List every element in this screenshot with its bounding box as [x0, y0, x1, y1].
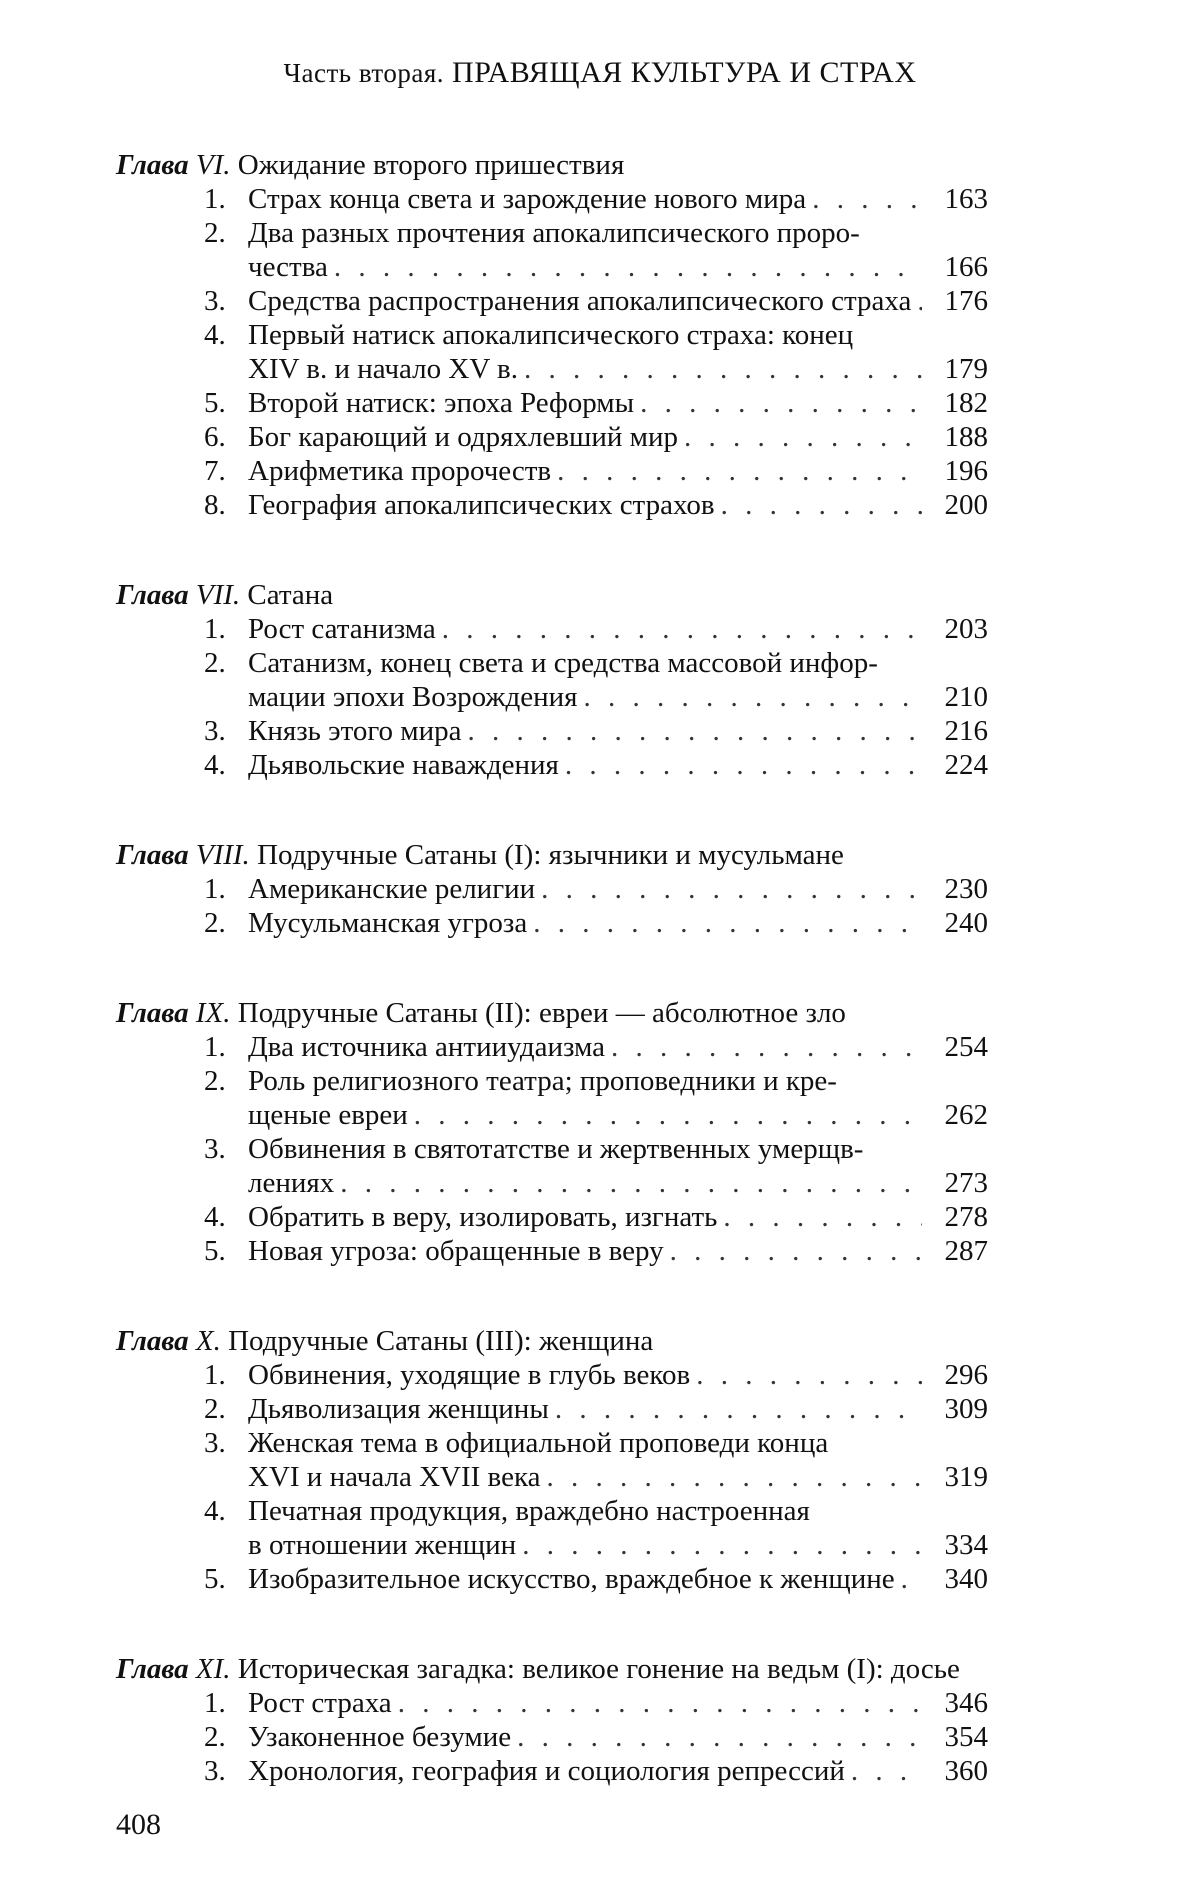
entry-line-text: Сатанизм, конец света и средства массовой инфор-: [248, 647, 878, 679]
entry-line-text: Обвинения в святотатстве и жертвенных умерщв-: [248, 1133, 864, 1165]
toc-entry[interactable]: [0, 1234, 1200, 1268]
entry-page-number: 176: [944, 285, 988, 317]
entry-number: 4.: [204, 319, 226, 351]
entry-number: 1.: [204, 613, 226, 645]
entry-line-text: лениях: [248, 1167, 335, 1199]
entry-line-text: Изобразительное искусство, враждебное к женщине: [248, 1563, 895, 1595]
entry-number: 5.: [204, 1235, 226, 1267]
toc-chapter: [0, 1652, 1200, 1788]
entry-number: 3.: [204, 1133, 226, 1165]
entry-page-number: 182: [944, 387, 988, 419]
toc-entry[interactable]: [0, 182, 1200, 216]
entry-line-text: Средства распространения апокалипсического страха: [248, 285, 912, 317]
entry-line-text: Рост сатанизма: [248, 613, 436, 645]
toc-entry[interactable]: [0, 1064, 1200, 1132]
entry-line: [248, 1132, 988, 1166]
entry-page-number: 230: [944, 873, 988, 905]
entry-line-text: чества: [248, 251, 328, 283]
entry-line-text: Дьяволизация женщины: [248, 1393, 549, 1425]
entry-number: 1.: [204, 1031, 226, 1063]
entry-line: [248, 488, 988, 522]
entry-number: 3.: [204, 285, 226, 317]
entry-line: [248, 386, 988, 420]
header-part: Часть вторая.: [283, 58, 445, 88]
entry-text: [248, 646, 988, 714]
toc-entry[interactable]: [0, 386, 1200, 420]
entry-text: [248, 488, 988, 522]
entry-page-number: 309: [944, 1393, 988, 1425]
entry-text: [248, 1426, 988, 1494]
entry-line-text: XIV в. и начало XV в.: [248, 353, 518, 385]
entry-number: 5.: [204, 387, 226, 419]
dot-leader: [917, 284, 922, 318]
chapter-label: Глава: [116, 839, 189, 871]
header-title: ПРАВЯЩАЯ КУЛЬТУРА И СТРАХ: [452, 56, 917, 89]
entry-text: [248, 420, 988, 454]
entry-page-number: 224: [944, 749, 988, 781]
running-header: [0, 56, 1200, 90]
entry-line-text: Узаконенное безумие: [248, 1721, 512, 1753]
chapter-title: Подручные Сатаны (II): евреи — абсолютное зло: [237, 997, 846, 1029]
entry-line-text: Два разных прочтения апокалипсического проро-: [248, 217, 860, 249]
entry-page-number: 166: [944, 251, 988, 283]
entry-line: [248, 420, 988, 454]
entry-line-text: Бог карающий и одряхлевший мир: [248, 421, 679, 453]
dot-leader: [696, 1358, 922, 1392]
entry-number: 3.: [204, 1755, 226, 1787]
entry-line: [248, 714, 988, 748]
toc-entry[interactable]: [0, 872, 1200, 906]
chapter-heading: [0, 1324, 1006, 1358]
chapter-label: Глава: [116, 1653, 189, 1685]
dot-leader: [522, 1528, 922, 1562]
entry-line: [248, 1528, 988, 1562]
chapter-heading: [0, 148, 1006, 182]
entry-line: [248, 1064, 988, 1098]
chapter-title: Сатана: [247, 579, 334, 611]
toc-entry[interactable]: [0, 454, 1200, 488]
chapter-label: Глава: [116, 149, 189, 181]
entry-line: [248, 182, 988, 216]
entry-text: [248, 714, 988, 748]
dot-leader: [583, 680, 922, 714]
dot-leader: [901, 1562, 922, 1596]
entry-line: [248, 1720, 988, 1754]
toc-entry[interactable]: [0, 1358, 1200, 1392]
entry-line: [248, 748, 988, 782]
entry-number: 1.: [204, 1359, 226, 1391]
dot-leader: [611, 1030, 922, 1064]
entry-line-text: Обвинения, уходящие в глубь веков: [248, 1359, 691, 1391]
dot-leader: [414, 1098, 922, 1132]
entry-line: [248, 872, 988, 906]
dot-leader: [721, 488, 922, 522]
entry-line: [248, 612, 988, 646]
toc-entry[interactable]: [0, 216, 1200, 284]
toc-entry[interactable]: [0, 1754, 1200, 1788]
dot-leader: [468, 714, 922, 748]
entry-page-number: 196: [944, 455, 988, 487]
chapter-label: Глава: [116, 579, 189, 611]
entry-line-text: География апокалипсических страхов: [248, 489, 715, 521]
entry-number: 3.: [204, 1427, 226, 1459]
entry-line: [248, 352, 988, 386]
page-number: 408: [116, 1808, 161, 1841]
entry-text: [248, 1562, 988, 1596]
toc-entry[interactable]: [0, 1686, 1200, 1720]
entry-text: [248, 906, 988, 940]
entry-text: [248, 454, 988, 488]
entry-line-text: Обратить в веру, изолировать, изгнать: [248, 1201, 718, 1233]
entry-number: 2.: [204, 907, 226, 939]
entry-number: 2.: [204, 647, 226, 679]
entry-line-text: Второй натиск: эпоха Реформы: [248, 387, 635, 419]
entry-page-number: 188: [944, 421, 988, 453]
entry-line-text: Новая угроза: обращенные в веру: [248, 1235, 664, 1267]
toc-chapter: [0, 148, 1200, 522]
chapter-number: XI.: [195, 1653, 231, 1685]
dot-leader: [557, 454, 922, 488]
toc-entry[interactable]: [0, 612, 1200, 646]
chapter-number: IX.: [195, 997, 231, 1029]
entry-line-text: Мусульманская угроза: [248, 907, 528, 939]
entry-page-number: 346: [944, 1687, 988, 1719]
entry-line: [248, 1030, 988, 1064]
chapter-number: X.: [195, 1325, 221, 1357]
entry-text: [248, 1720, 988, 1754]
toc-entry[interactable]: [0, 420, 1200, 454]
chapter-title: Подручные Сатаны (I): язычники и мусульмане: [257, 839, 844, 871]
entry-line: [248, 680, 988, 714]
dot-leader: [546, 1460, 922, 1494]
entry-text: [248, 216, 988, 284]
toc-entry[interactable]: [0, 318, 1200, 386]
entry-text: [248, 1030, 988, 1064]
toc-entry[interactable]: [0, 1392, 1200, 1426]
dot-leader: [640, 386, 922, 420]
entry-number: 5.: [204, 1563, 226, 1595]
toc-entry[interactable]: [0, 906, 1200, 940]
chapter-number: VIII.: [195, 839, 250, 871]
toc-entry[interactable]: [0, 1494, 1200, 1562]
toc-entry[interactable]: [0, 1132, 1200, 1200]
entry-text: [248, 748, 988, 782]
entry-text: [248, 612, 988, 646]
toc-chapter: [0, 996, 1200, 1268]
entry-line: [248, 1166, 988, 1200]
chapter-heading: [0, 578, 1006, 612]
chapter-title: Историческая загадка: великое гонение на ведьм (I): досье: [237, 1653, 960, 1685]
toc-chapter: [0, 578, 1200, 782]
entry-line: [248, 1098, 988, 1132]
entry-text: [248, 1494, 988, 1562]
entry-page-number: 216: [944, 715, 988, 747]
entry-line: [248, 646, 988, 680]
chapter-heading: [0, 996, 1006, 1030]
chapter-heading: [0, 1652, 1006, 1686]
entry-page-number: 262: [944, 1099, 988, 1131]
chapter-title: Подручные Сатаны (III): женщина: [228, 1325, 654, 1357]
entry-line-text: Хронология, география и социология репрессий: [248, 1755, 845, 1787]
entry-line: [248, 1562, 988, 1596]
entry-number: 2.: [204, 217, 226, 249]
entry-text: [248, 386, 988, 420]
entry-line-text: Женская тема в официальной проповеди конца: [248, 1427, 829, 1459]
table-of-contents: [0, 148, 1200, 1844]
toc-entry[interactable]: [0, 284, 1200, 318]
entry-number: 1.: [204, 873, 226, 905]
entry-number: 6.: [204, 421, 226, 453]
toc-entry[interactable]: [0, 1562, 1200, 1596]
toc-entry[interactable]: [0, 748, 1200, 782]
entry-line-text: Первый натиск апокалипсического страха: конец: [248, 319, 854, 351]
entry-number: 4.: [204, 1201, 226, 1233]
entry-number: 4.: [204, 749, 226, 781]
entry-line-text: Печатная продукция, враждебно настроенная: [248, 1495, 810, 1527]
dot-leader: [565, 748, 922, 782]
dot-leader: [334, 250, 922, 284]
entry-page-number: 179: [944, 353, 988, 385]
toc-entry[interactable]: [0, 646, 1200, 714]
entry-text: [248, 1234, 988, 1268]
entry-page-number: 278: [944, 1201, 988, 1233]
entry-line: [248, 1426, 988, 1460]
dot-leader: [541, 872, 922, 906]
dot-leader: [524, 352, 922, 386]
entry-page-number: 296: [944, 1359, 988, 1391]
entry-page-number: 287: [944, 1235, 988, 1267]
entry-page-number: 200: [944, 489, 988, 521]
entry-number: 2.: [204, 1721, 226, 1753]
entry-number: 1.: [204, 183, 226, 215]
entry-line-text: Роль религиозного театра; проповедники и кре-: [248, 1065, 837, 1097]
entry-text: [248, 1686, 988, 1720]
chapter-title: Ожидание второго пришествия: [237, 149, 625, 181]
entry-text: [248, 1754, 988, 1788]
entry-text: [248, 318, 988, 386]
entry-line: [248, 1754, 988, 1788]
entry-line: [248, 318, 988, 352]
entry-line-text: Страх конца света и зарождение нового мира: [248, 183, 807, 215]
entry-text: [248, 1358, 988, 1392]
entry-line: [248, 284, 988, 318]
entry-line-text: щеные евреи: [248, 1099, 408, 1131]
entry-line-text: мации эпохи Возрождения: [248, 681, 578, 713]
entry-page-number: 203: [944, 613, 988, 645]
dot-leader: [555, 1392, 922, 1426]
entry-number: 7.: [204, 455, 226, 487]
entry-line: [248, 216, 988, 250]
entry-line-text: Два источника антииудаизма: [248, 1031, 606, 1063]
entry-line-text: в отношении женщин: [248, 1529, 517, 1561]
entry-line: [248, 454, 988, 488]
dot-leader: [398, 1686, 922, 1720]
toc-entry[interactable]: [0, 1030, 1200, 1064]
entry-text: [248, 284, 988, 318]
entry-number: 2.: [204, 1065, 226, 1097]
toc-chapter: [0, 1324, 1200, 1596]
dot-leader: [533, 906, 922, 940]
toc-entry[interactable]: [0, 1200, 1200, 1234]
entry-text: [248, 182, 988, 216]
chapter-number: VI.: [195, 149, 231, 181]
entry-text: [248, 1200, 988, 1234]
entry-line: [248, 1200, 988, 1234]
entry-text: [248, 1132, 988, 1200]
entry-line-text: Рост страха: [248, 1687, 392, 1719]
entry-page-number: 254: [944, 1031, 988, 1063]
entry-number: 4.: [204, 1495, 226, 1527]
entry-page-number: 273: [944, 1167, 988, 1199]
entry-page-number: 240: [944, 907, 988, 939]
entry-page-number: 334: [944, 1529, 988, 1561]
entry-page-number: 319: [944, 1461, 988, 1493]
entry-number: 3.: [204, 715, 226, 747]
chapter-heading: [0, 838, 1006, 872]
entry-line-text: Дьявольские наваждения: [248, 749, 559, 781]
entry-line: [248, 1392, 988, 1426]
entry-line-text: XVI и начала XVII века: [248, 1461, 541, 1493]
dot-leader: [517, 1720, 922, 1754]
entry-line-text: Американские религии: [248, 873, 536, 905]
dot-leader: [442, 612, 922, 646]
chapter-label: Глава: [116, 997, 189, 1029]
entry-page-number: 360: [944, 1755, 988, 1787]
dot-leader: [340, 1166, 922, 1200]
entry-number: 1.: [204, 1687, 226, 1719]
dot-leader: [684, 420, 922, 454]
dot-leader: [723, 1200, 922, 1234]
dot-leader: [812, 182, 922, 216]
entry-page-number: 340: [944, 1563, 988, 1595]
entry-line: [248, 250, 988, 284]
entry-number: 8.: [204, 489, 226, 521]
toc-entry[interactable]: [0, 1720, 1200, 1754]
entry-page-number: 210: [944, 681, 988, 713]
entry-text: [248, 1064, 988, 1132]
toc-chapter: [0, 838, 1200, 940]
entry-line: [248, 1494, 988, 1528]
entry-page-number: 354: [944, 1721, 988, 1753]
toc-entry[interactable]: [0, 1426, 1200, 1494]
chapter-number: VII.: [195, 579, 241, 611]
entry-line-text: Князь этого мира: [248, 715, 462, 747]
entry-line: [248, 1234, 988, 1268]
dot-leader: [670, 1234, 922, 1268]
toc-entry[interactable]: [0, 488, 1200, 522]
entry-line: [248, 1358, 988, 1392]
entry-line-text: Арифметика пророчеств: [248, 455, 552, 487]
entry-line: [248, 1460, 988, 1494]
entry-text: [248, 872, 988, 906]
entry-line: [248, 1686, 988, 1720]
chapter-label: Глава: [116, 1325, 189, 1357]
entry-page-number: 163: [944, 183, 988, 215]
toc-entry[interactable]: [0, 714, 1200, 748]
entry-number: 2.: [204, 1393, 226, 1425]
entry-text: [248, 1392, 988, 1426]
entry-line: [248, 906, 988, 940]
dot-leader: [851, 1754, 922, 1788]
